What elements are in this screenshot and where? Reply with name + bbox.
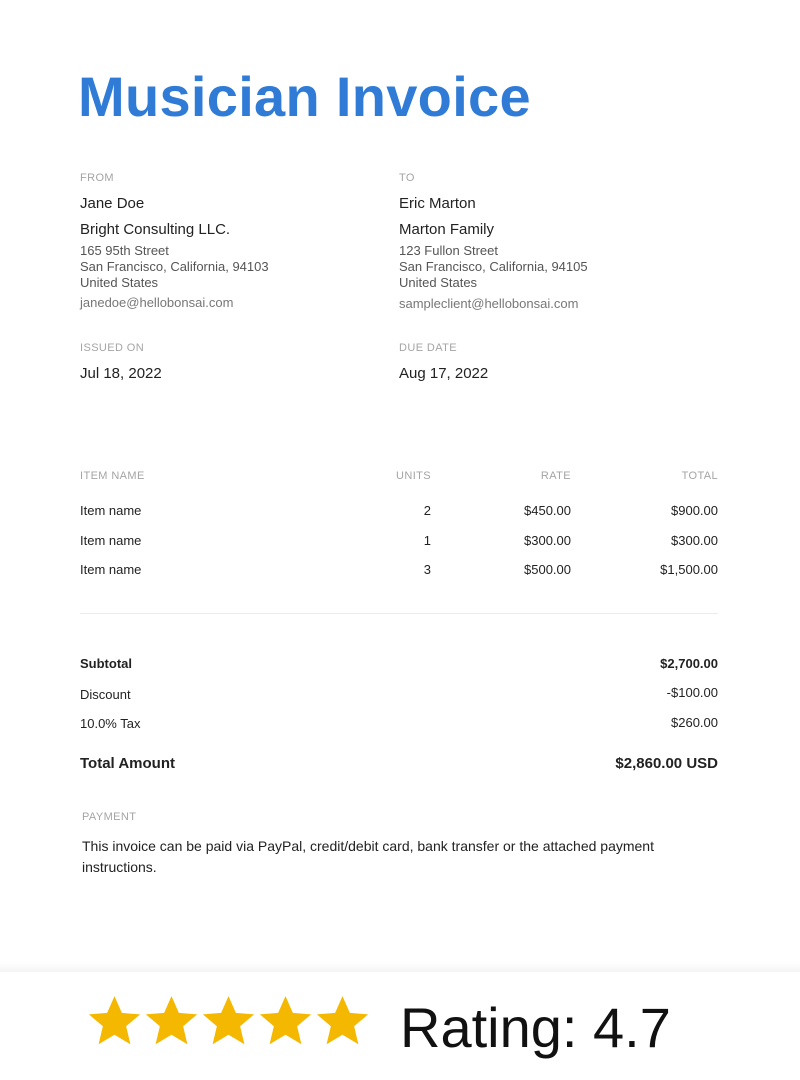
row-1-units: 2 [423,503,431,518]
star-icon [257,992,314,1050]
row-2-rate: $300.00 [524,533,571,548]
to-address-line1: 123 Fullon Street [399,243,499,258]
row-1-total: $900.00 [671,503,718,518]
subtotal-value: $2,700.00 [660,656,718,671]
row-3-total: $1,500.00 [660,562,718,577]
star-icon [143,992,200,1050]
col-header-item: ITEM NAME [80,470,145,482]
row-1-rate: $450.00 [524,503,571,518]
from-address-line1: 165 95th Street [80,243,169,258]
row-1-item: Item name [80,503,142,518]
payment-text: This invoice can be paid via PayPal, credit/debit card, bank transfer or the attached payment instructions. [82,838,654,875]
issued-on-date: Jul 18, 2022 [80,365,162,382]
col-header-rate: RATE [540,470,571,482]
col-header-total: TOTAL [681,470,718,482]
from-address-line3: United States [80,275,159,290]
total-amount-label: Total Amount [80,755,175,772]
to-company: Marton Family [399,221,495,238]
star-icon [314,992,371,1050]
subtotal-label: Subtotal [80,656,132,671]
row-2-item: Item name [80,533,142,548]
tax-value: $260.00 [671,715,718,730]
row-3-rate: $500.00 [524,562,571,577]
total-amount-value: $2,860.00 USD [615,755,718,772]
to-email: sampleclient@hellobonsai.com [399,296,579,311]
rating-text: Rating: 4.7 [400,996,671,1059]
table-divider [80,613,718,614]
row-3-item: Item name [80,562,142,577]
discount-value: -$100.00 [666,685,718,700]
due-date-label: DUE DATE [399,342,458,354]
from-email: janedoe@hellobonsai.com [80,295,234,310]
from-company: Bright Consulting LLC. [80,221,231,238]
due-date-value: Aug 17, 2022 [399,365,489,382]
from-label: FROM [80,172,114,184]
issued-on-label: ISSUED ON [80,342,145,354]
to-label: TO [399,172,415,184]
from-address-line2: San Francisco, California, 94103 [80,259,269,274]
to-name: Eric Marton [399,195,476,212]
star-icon [200,992,257,1050]
payment-label: PAYMENT [82,811,137,823]
from-name: Jane Doe [80,195,145,212]
rating-stars [86,992,371,1050]
col-header-units: UNITS [396,470,431,482]
row-3-units: 3 [423,562,431,577]
to-address-line2: San Francisco, California, 94105 [399,259,588,274]
discount-label: Discount [80,687,131,702]
row-2-total: $300.00 [671,533,718,548]
invoice-title: Musician Invoice [78,65,531,128]
tax-label: 10.0% Tax [80,716,141,731]
star-icon [86,992,143,1050]
to-address-line3: United States [399,275,478,290]
row-2-units: 1 [423,533,431,548]
